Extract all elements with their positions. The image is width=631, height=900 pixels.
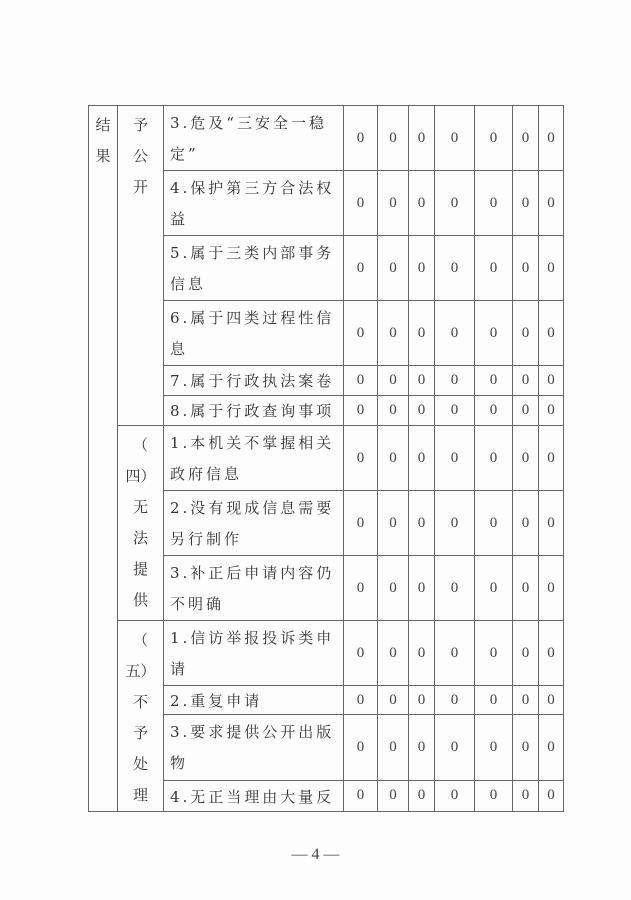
value-cell: 0 — [344, 171, 378, 236]
category-char: 供 — [132, 591, 148, 609]
value-cell: 0 — [513, 715, 539, 780]
value-cell: 0 — [475, 236, 513, 301]
value-cell: 0 — [475, 396, 513, 426]
value-cell: 0 — [539, 106, 564, 171]
value-cell: 0 — [513, 426, 539, 491]
value-cell: 0 — [475, 621, 513, 686]
value-cell: 0 — [378, 556, 409, 621]
value-cell: 0 — [344, 491, 378, 556]
value-cell: 0 — [409, 426, 435, 491]
category-char: 五） — [125, 662, 156, 680]
statistics-table — [88, 105, 564, 812]
category-char: 无 — [132, 498, 148, 516]
value-cell: 0 — [435, 396, 475, 426]
row-label: 2.没有现成信息需要另行制作 — [164, 491, 344, 556]
category-char: 理 — [132, 786, 148, 804]
row-label: 3.要求提供公开出版物 — [164, 715, 344, 780]
value-cell: 0 — [409, 780, 435, 811]
value-cell: 0 — [513, 171, 539, 236]
value-cell: 0 — [475, 106, 513, 171]
value-cell: 0 — [378, 366, 409, 396]
value-cell: 0 — [539, 621, 564, 686]
value-cell: 0 — [435, 106, 475, 171]
value-cell: 0 — [475, 715, 513, 780]
row-label: 6.属于四类过程性信息 — [164, 301, 344, 366]
value-cell: 0 — [513, 556, 539, 621]
value-cell: 0 — [344, 780, 378, 811]
value-cell: 0 — [539, 686, 564, 715]
value-cell: 0 — [513, 106, 539, 171]
page-number: — 4 — — [291, 846, 340, 863]
row-label: 4.保护第三方合法权益 — [164, 171, 344, 236]
value-cell: 0 — [435, 556, 475, 621]
row-label: 1.信访举报投诉类申请 — [164, 621, 344, 686]
value-cell: 0 — [409, 556, 435, 621]
value-cell: 0 — [539, 426, 564, 491]
value-cell: 0 — [409, 171, 435, 236]
value-cell: 0 — [539, 301, 564, 366]
value-cell: 0 — [344, 715, 378, 780]
value-cell: 0 — [513, 396, 539, 426]
value-cell: 0 — [344, 366, 378, 396]
value-cell: 0 — [539, 171, 564, 236]
row-label: 3.危及“三安全一稳定” — [164, 106, 344, 171]
value-cell: 0 — [475, 491, 513, 556]
result-category — [89, 106, 118, 812]
value-cell: 0 — [344, 301, 378, 366]
value-cell: 0 — [435, 366, 475, 396]
table-row — [89, 106, 564, 171]
value-cell: 0 — [409, 686, 435, 715]
value-cell: 0 — [378, 686, 409, 715]
row-label: 3.补正后申请内容仍不明确 — [164, 556, 344, 621]
value-cell: 0 — [344, 556, 378, 621]
value-cell: 0 — [409, 366, 435, 396]
row-label: 2.重复申请 — [164, 686, 344, 715]
row-label: 1.本机关不掌握相关政府信息 — [164, 426, 344, 491]
value-cell: 0 — [344, 426, 378, 491]
value-cell: 0 — [539, 780, 564, 811]
value-cell: 0 — [539, 396, 564, 426]
value-cell: 0 — [513, 366, 539, 396]
value-cell: 0 — [344, 686, 378, 715]
value-cell: 0 — [344, 236, 378, 301]
value-cell: 0 — [344, 106, 378, 171]
category-char: 果 — [95, 147, 111, 165]
value-cell: 0 — [475, 556, 513, 621]
row-label: 5.属于三类内部事务信息 — [164, 236, 344, 301]
group-unable-to-provide — [118, 426, 164, 621]
value-cell: 0 — [435, 621, 475, 686]
category-char: 予 — [132, 116, 148, 134]
category-char: 结 — [95, 116, 111, 134]
category-char: 予 — [132, 724, 148, 742]
value-cell: 0 — [435, 301, 475, 366]
category-char: （ — [132, 631, 148, 649]
value-cell: 0 — [378, 301, 409, 366]
value-cell: 0 — [435, 491, 475, 556]
value-cell: 0 — [435, 171, 475, 236]
value-cell: 0 — [378, 396, 409, 426]
value-cell: 0 — [378, 171, 409, 236]
category-char: 法 — [132, 529, 148, 547]
value-cell: 0 — [539, 366, 564, 396]
value-cell: 0 — [409, 491, 435, 556]
value-cell: 0 — [344, 621, 378, 686]
value-cell: 0 — [378, 236, 409, 301]
value-cell: 0 — [513, 301, 539, 366]
value-cell: 0 — [513, 780, 539, 811]
table-row — [89, 426, 564, 491]
value-cell: 0 — [475, 366, 513, 396]
value-cell: 0 — [475, 426, 513, 491]
row-label: 4.无正当理由大量反 — [164, 780, 344, 811]
value-cell: 0 — [475, 171, 513, 236]
value-cell: 0 — [378, 106, 409, 171]
value-cell: 0 — [539, 491, 564, 556]
value-cell: 0 — [475, 301, 513, 366]
category-char: 开 — [132, 178, 148, 196]
category-char: （ — [132, 436, 148, 454]
value-cell: 0 — [539, 236, 564, 301]
category-char: 四） — [125, 467, 156, 485]
value-cell: 0 — [409, 236, 435, 301]
value-cell: 0 — [435, 236, 475, 301]
value-cell: 0 — [513, 236, 539, 301]
category-char: 提 — [132, 560, 148, 578]
value-cell: 0 — [435, 780, 475, 811]
row-label: 8.属于行政查询事项 — [164, 396, 344, 426]
value-cell: 0 — [344, 396, 378, 426]
category-char: 公 — [132, 147, 148, 165]
group-not-processed — [118, 621, 164, 812]
value-cell: 0 — [513, 491, 539, 556]
value-cell: 0 — [409, 106, 435, 171]
value-cell: 0 — [378, 491, 409, 556]
table-row — [89, 621, 564, 686]
category-char: 不 — [132, 693, 148, 711]
value-cell: 0 — [409, 301, 435, 366]
value-cell: 0 — [409, 396, 435, 426]
value-cell: 0 — [475, 780, 513, 811]
value-cell: 0 — [513, 621, 539, 686]
value-cell: 0 — [539, 556, 564, 621]
value-cell: 0 — [378, 780, 409, 811]
row-label: 7.属于行政执法案卷 — [164, 366, 344, 396]
value-cell: 0 — [435, 426, 475, 491]
value-cell: 0 — [435, 715, 475, 780]
value-cell: 0 — [475, 686, 513, 715]
value-cell: 0 — [378, 426, 409, 491]
value-cell: 0 — [409, 715, 435, 780]
value-cell: 0 — [539, 715, 564, 780]
value-cell: 0 — [378, 621, 409, 686]
value-cell: 0 — [513, 686, 539, 715]
group-not-disclosed — [118, 106, 164, 426]
value-cell: 0 — [435, 686, 475, 715]
value-cell: 0 — [409, 621, 435, 686]
category-char: 处 — [132, 755, 148, 773]
value-cell: 0 — [378, 715, 409, 780]
